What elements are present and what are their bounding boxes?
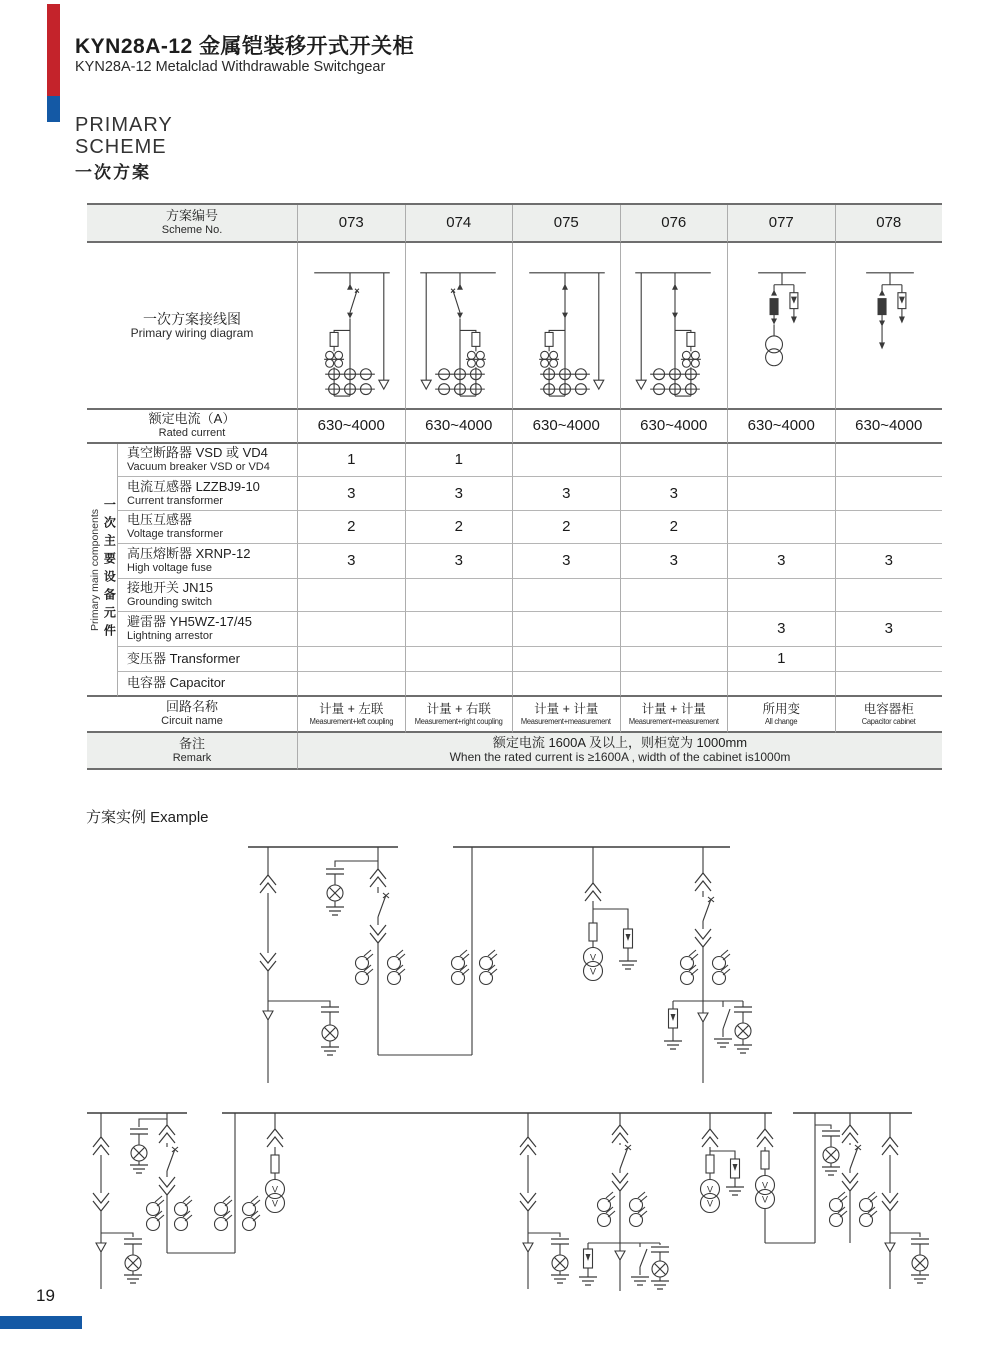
rated-current-value: 630~4000 — [297, 410, 405, 444]
page-title-zh: KYN28A-12 金属铠装移开式开关柜 — [75, 35, 415, 58]
scheme-no-label: 方案编号 Scheme No. — [87, 205, 297, 243]
rated-current-label: 额定电流（A） Rated current — [87, 410, 297, 444]
example-title: 方案实例 Example — [86, 809, 209, 826]
circuit-name-074: 计量 + 右联 Measurement+right coupling — [405, 697, 513, 733]
component-qty — [727, 579, 835, 612]
wiring-diagram-076 — [620, 243, 728, 410]
rated-current-value: 630~4000 — [727, 410, 835, 444]
rated-current-value: 630~4000 — [620, 410, 728, 444]
wiring-diagram-074 — [405, 243, 513, 410]
components-group-label: Primary main components 一次主要设备元件 — [87, 444, 117, 697]
remark-value: 额定电流 1600A 及以上，则柜宽为 1000mm When the rated current is ≥1600A , width of the cabinet is1000m — [297, 733, 942, 770]
circuit-name-078: 电容器柜 Capacitor cabinet — [835, 697, 943, 733]
component-qty: 1 — [727, 647, 835, 672]
component-qty: 2 — [512, 511, 620, 544]
section-title-zh: 一次方案 — [75, 163, 151, 182]
component-qty: 3 — [620, 544, 728, 579]
component-label-lightning-arrestor: 避雷器 YH5WZ-17/45 Lightning arrestor — [117, 612, 297, 647]
component-qty — [835, 444, 943, 477]
component-qty: 2 — [405, 511, 513, 544]
footer-bar — [0, 1316, 82, 1329]
component-qty — [620, 672, 728, 697]
wiring-diagram-label: 一次方案接线图 Primary wiring diagram — [87, 243, 297, 410]
remark-label: 备注 Remark — [87, 733, 297, 770]
page-title-en: KYN28A-12 Metalclad Withdrawable Switchgear — [75, 59, 386, 75]
rated-current-value: 630~4000 — [835, 410, 943, 444]
component-qty: 1 — [405, 444, 513, 477]
component-qty — [727, 444, 835, 477]
circuit-name-077: 所用变 All change — [727, 697, 835, 733]
component-qty — [620, 612, 728, 647]
circuit-name-075: 计量 + 计量 Measurement+measurement — [512, 697, 620, 733]
component-qty: 3 — [835, 544, 943, 579]
component-qty — [512, 579, 620, 612]
component-qty: 1 — [297, 444, 405, 477]
component-qty: 3 — [297, 544, 405, 579]
component-qty: 3 — [512, 477, 620, 511]
component-qty — [835, 579, 943, 612]
component-qty — [405, 579, 513, 612]
wiring-diagram-077 — [727, 243, 835, 410]
component-qty: 3 — [297, 477, 405, 511]
rated-current-value: 630~4000 — [405, 410, 513, 444]
component-qty — [727, 511, 835, 544]
component-qty — [835, 477, 943, 511]
circuit-name-073: 计量 + 左联 Measurement+left coupling — [297, 697, 405, 733]
accent-bar-blue — [47, 96, 60, 122]
component-qty: 2 — [297, 511, 405, 544]
component-qty — [405, 612, 513, 647]
wiring-diagram-075 — [512, 243, 620, 410]
component-qty — [835, 672, 943, 697]
component-qty — [620, 647, 728, 672]
component-qty — [512, 444, 620, 477]
accent-bar-red — [47, 4, 60, 96]
component-qty: 3 — [405, 477, 513, 511]
page-number: 19 — [36, 1286, 55, 1305]
component-qty: 3 — [512, 544, 620, 579]
component-qty — [727, 477, 835, 511]
scheme-no-077: 077 — [727, 205, 835, 243]
scheme-no-078: 078 — [835, 205, 943, 243]
component-label-grounding-switch: 接地开关 JN15 Grounding switch — [117, 579, 297, 612]
component-label-voltage-transformer: 电压互感器 Voltage transformer — [117, 511, 297, 544]
component-qty — [297, 612, 405, 647]
scheme-no-075: 075 — [512, 205, 620, 243]
example-diagram-bottom — [75, 1093, 960, 1293]
component-qty: 2 — [620, 511, 728, 544]
component-label-transformer: 变压器 Transformer — [117, 647, 297, 672]
component-qty — [835, 647, 943, 672]
component-qty — [727, 672, 835, 697]
component-qty — [405, 647, 513, 672]
component-qty — [512, 612, 620, 647]
component-qty — [620, 444, 728, 477]
scheme-no-073: 073 — [297, 205, 405, 243]
scheme-no-076: 076 — [620, 205, 728, 243]
component-label-hv-fuse: 高压熔断器 XRNP-12 High voltage fuse — [117, 544, 297, 579]
component-qty: 3 — [405, 544, 513, 579]
scheme-no-074: 074 — [405, 205, 513, 243]
component-qty — [512, 672, 620, 697]
circuit-name-076: 计量 + 计量 Measurement+measurement — [620, 697, 728, 733]
wiring-diagram-078 — [835, 243, 943, 410]
component-qty — [297, 579, 405, 612]
primary-scheme-table — [87, 203, 942, 770]
component-qty — [835, 511, 943, 544]
component-qty: 3 — [727, 544, 835, 579]
section-title-line1: PRIMARY — [75, 114, 173, 136]
component-qty — [297, 647, 405, 672]
component-label-vacuum-breaker: 真空断路器 VSD 或 VD4 Vacuum breaker VSD or VD4 — [117, 444, 297, 477]
component-qty — [620, 579, 728, 612]
component-qty — [405, 672, 513, 697]
component-label-capacitor: 电容器 Capacitor — [117, 672, 297, 697]
circuit-name-label: 回路名称 Circuit name — [87, 697, 297, 733]
component-qty: 3 — [620, 477, 728, 511]
component-qty — [297, 672, 405, 697]
wiring-diagram-073 — [297, 243, 405, 410]
rated-current-value: 630~4000 — [512, 410, 620, 444]
component-qty — [512, 647, 620, 672]
component-qty: 3 — [835, 612, 943, 647]
component-qty: 3 — [727, 612, 835, 647]
example-diagram-top — [240, 833, 960, 1088]
component-label-current-transformer: 电流互感器 LZZBJ9-10 Current transformer — [117, 477, 297, 511]
section-title-line2: SCHEME — [75, 136, 167, 158]
